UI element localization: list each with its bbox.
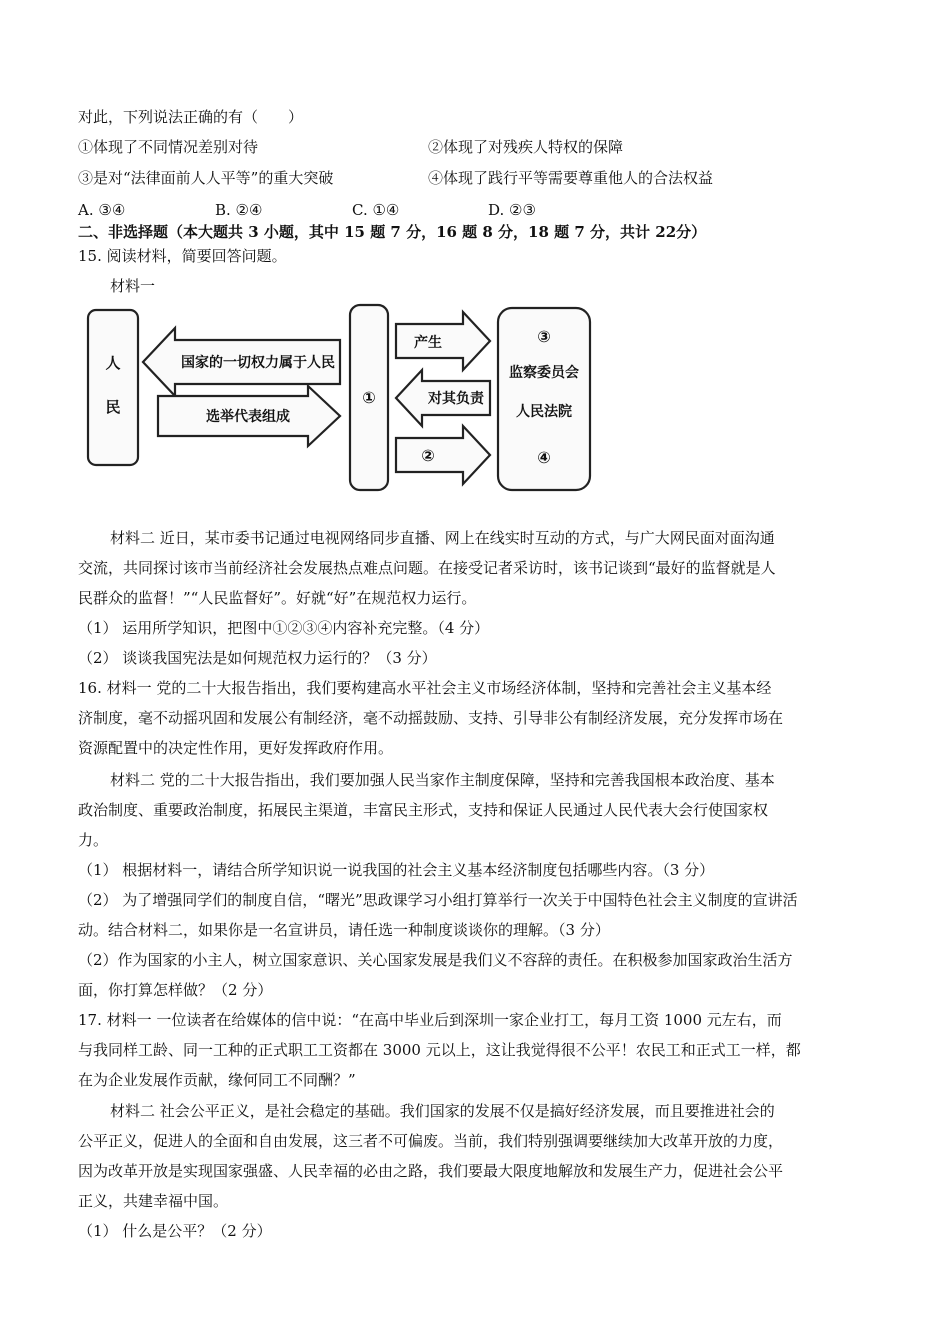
q17-material2-line1: 材料二 社会公平正义，是社会稳定的基础。我们国家的发展不仅是搞好经济发展，而且要推进社会的 <box>110 1102 775 1120</box>
organ-2: 人民法院 <box>516 404 572 420</box>
q17-material1-line1: 17. 材料一 一位读者在给媒体的信中说：“在高中毕业后到深圳一家企业打工，每月工资 1000 元左右，而 <box>78 1011 782 1029</box>
people-char-1: 人 <box>105 354 121 372</box>
q15-material2-line3: 民群众的监督！”“人民监督好”。好就“好”在规范权力运行。 <box>78 589 477 607</box>
people-char-2: 民 <box>105 398 121 416</box>
q16-material2-line1: 材料二 党的二十大报告指出，我们要加强人民当家作主制度保障，坚持和完善我国根本政治度、基本 <box>110 771 775 789</box>
q17-material2-line3: 因为改革开放是实现国家强盛、人民幸福的必由之路，我们要最大限度地解放和发展生产力，促进社会公平 <box>78 1162 784 1180</box>
q16-sub3-line1: （2）作为国家的小主人，树立国家意识、关心国家发展是我们义不容辞的责任。在积极参加国家政治生活方 <box>78 951 793 969</box>
arrow-produce-label: 产生 <box>414 335 442 351</box>
option-b: B. ②④ <box>215 201 263 219</box>
q17-material1-line2: 与我同样工龄、同一工种的正式职工工资都在 3000 元以上，这让我觉得很不公平！农民工和正式工一样，都 <box>78 1041 801 1059</box>
blank-1: ① <box>362 388 376 407</box>
q17-material2-line4: 正义，共建幸福中国。 <box>78 1192 229 1210</box>
question-stem: 对此，下列说法正确的有（ ） <box>78 108 304 126</box>
option-d: D. ②③ <box>488 201 536 219</box>
arrow-produce <box>396 312 490 370</box>
arrow-responsible-label: 对其负责 <box>428 391 484 407</box>
option-c: C. ①④ <box>352 201 400 219</box>
q15-material2-line2: 交流，共同探讨该市当前经济社会发展热点难点问题。在接受记者采访时，该书记谈到“最好的监督就是人 <box>78 559 776 577</box>
q15-material1-label: 材料一 <box>110 277 156 295</box>
option-a: A. ③④ <box>78 201 126 219</box>
q16-material1-line3: 资源配置中的决定性作用，更好发挥政府作用。 <box>78 739 394 757</box>
q15-intro: 15. 阅读材料，简要回答问题。 <box>78 247 287 265</box>
statement-4: ④体现了践行平等需要尊重他人的合法权益 <box>428 169 714 187</box>
statement-2: ②体现了对残疾人特权的保障 <box>428 138 624 156</box>
q16-sub2-line2: 动。结合材料二，如果你是一名宣讲员，请任选一种制度谈谈你的理解。（3 分） <box>78 921 610 939</box>
q16-material2-line3: 力。 <box>78 831 109 849</box>
statement-3: ③是对“法律面前人人平等”的重大突破 <box>78 169 334 187</box>
people-box <box>88 310 138 465</box>
q16-material1-line1: 16. 材料一 党的二十大报告指出，我们要构建高水平社会主义市场经济体制，坚持和完善社会主义基本经 <box>78 679 772 697</box>
arrow-left-label: 国家的一切权力属于人民 <box>181 355 335 371</box>
q17-sub1: （1） 什么是公平？（2 分） <box>78 1222 272 1240</box>
blank-4: ④ <box>537 448 551 467</box>
q17-material1-line3: 在为企业发展作贡献，缘何同工不同酬？” <box>78 1071 356 1089</box>
blank-2: ② <box>421 446 435 465</box>
q16-material2-line2: 政治制度、重要政治制度，拓展民主渠道，丰富民主形式，支持和保证人民通过人民代表大会行使国家权 <box>78 801 769 819</box>
q16-sub3-line2: 面，你打算怎样做？（2 分） <box>78 981 273 999</box>
q15-sub2: （2） 谈谈我国宪法是如何规范权力运行的？（3 分） <box>78 649 437 667</box>
arrow-right-label: 选举代表组成 <box>206 409 290 425</box>
q16-sub1: （1） 根据材料一，请结合所学知识说一说我国的社会主义基本经济制度包括哪些内容。（3 分） <box>78 861 715 879</box>
section-header: 二、非选择题（本大题共 3 小题，其中 15 题 7 分，16 题 8 分，18 题 7 分，共计 22分） <box>78 223 707 241</box>
q16-material1-line2: 济制度，毫不动摇巩固和发展公有制经济，毫不动摇鼓励、支持、引导非公有制经济发展，充分发挥市场在 <box>78 709 784 727</box>
q15-material2-line1: 材料二 近日，某市委书记通过电视网络同步直播、网上在线实时互动的方式，与广大网民面对面沟通 <box>110 529 775 547</box>
organ-1: 监察委员会 <box>509 365 579 381</box>
q16-sub2-line1: （2） 为了增强同学们的制度自信，“曙光”思政课学习小组打算举行一次关于中国特色社会主义制度的宣讲活 <box>78 891 798 909</box>
power-structure-diagram <box>78 300 603 496</box>
q15-sub1: （1） 运用所学知识，把图中①②③④内容补充完整。（4 分） <box>78 619 490 637</box>
arrow-blank <box>396 426 490 484</box>
q17-material2-line2: 公平正义，促进人的全面和自由发展，这三者不可偏废。当前，我们特别强调要继续加大改革开放的力度， <box>78 1132 784 1150</box>
blank-3: ③ <box>537 327 551 346</box>
statement-1: ①体现了不同情况差别对待 <box>78 138 259 156</box>
